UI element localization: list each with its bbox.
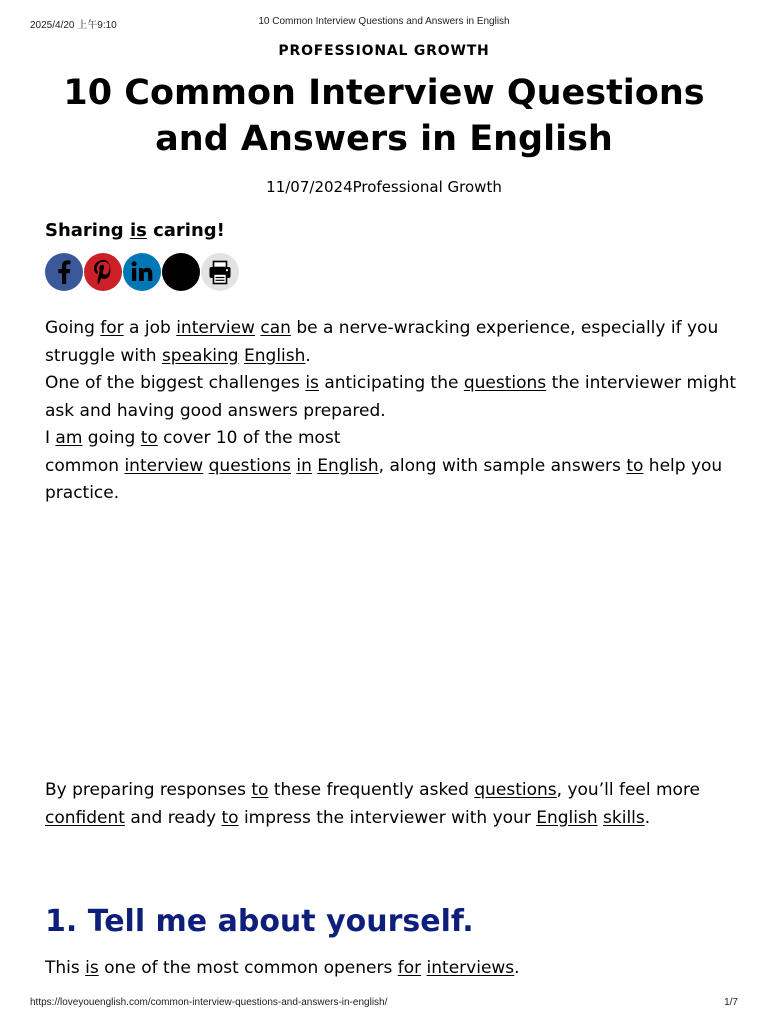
article-category[interactable]: PROFESSIONAL GROWTH (278, 43, 490, 59)
print-header (30, 16, 738, 32)
inline-link[interactable]: is (85, 958, 99, 978)
inline-link[interactable]: skills (603, 807, 645, 828)
inline-link[interactable]: to (140, 428, 158, 448)
text-segment: cover 10 of the most (157, 428, 341, 448)
linkedin-icon (123, 253, 161, 291)
text-segment: I (45, 428, 56, 448)
inline-link[interactable]: to (221, 807, 239, 828)
facebook-share-button[interactable] (45, 253, 83, 291)
share-heading-part: Sharing (45, 220, 130, 241)
article-date: 11/07/2024 (266, 178, 353, 196)
x-share-button[interactable] (162, 253, 200, 291)
inline-link[interactable]: for (397, 958, 422, 978)
text-segment: By preparing responses (45, 780, 252, 800)
inline-link[interactable]: questions (463, 373, 547, 393)
pinterest-share-button[interactable] (84, 253, 122, 291)
inline-link[interactable]: is (305, 373, 319, 393)
print-datetime: 2025/4/20 上午9:10 (30, 20, 117, 31)
preparing-paragraph (45, 777, 745, 832)
facebook-icon (45, 253, 83, 291)
text-segment: common (45, 455, 125, 476)
text-segment: Going (45, 318, 101, 338)
print-footer (30, 997, 738, 1013)
inline-link[interactable]: to (626, 455, 644, 476)
inline-link[interactable]: speaking (161, 345, 239, 366)
text-segment: be a nerve-wracking experience, especially if you struggle with (45, 318, 719, 366)
text-segment: One of the biggest challenges (45, 373, 306, 393)
text-segment: . (514, 958, 520, 978)
text-segment: going (82, 428, 141, 448)
inline-link[interactable]: English (536, 807, 598, 828)
text-segment: , along with sample answers (378, 455, 627, 476)
inline-link[interactable]: English (317, 455, 379, 476)
section-heading-1: 1. Tell me about yourself. (45, 904, 474, 939)
text-segment: these frequently asked (268, 780, 475, 800)
article-meta-category[interactable]: Professional Growth (352, 178, 502, 196)
print-url: https://loveyouenglish.com/common-interview-questions-and-answers-in-english/ (30, 997, 388, 1008)
article-meta (0, 178, 768, 196)
inline-link[interactable]: questions (474, 780, 557, 800)
text-segment: This (45, 958, 86, 978)
article-title: 10 Common Interview Questions and Answers in English (63, 73, 705, 159)
inline-link[interactable]: in (296, 455, 312, 476)
print-doc-title: 10 Common Interview Questions and Answers in English (258, 16, 510, 27)
inline-link[interactable]: am (55, 428, 83, 448)
text-segment: one of the most common openers (98, 958, 398, 978)
share-heading-part: caring! (146, 220, 225, 241)
inline-link[interactable]: interviews (426, 958, 515, 978)
text-segment: anticipating the (318, 373, 464, 393)
inline-link[interactable]: confident (45, 807, 125, 828)
share-heading-link[interactable]: is (129, 220, 147, 241)
inline-link[interactable]: English (244, 345, 306, 366)
text-segment: help you practice. (45, 455, 723, 503)
text-segment: the interviewer might ask and having good answers prepared. (45, 373, 737, 421)
section-1-paragraph (45, 955, 745, 983)
share-buttons (45, 253, 239, 291)
linkedin-share-button[interactable] (123, 253, 161, 291)
text-segment: impress the interviewer with your (238, 807, 537, 828)
text-segment: . (644, 807, 651, 828)
inline-link[interactable]: can (260, 318, 291, 338)
inline-link[interactable]: interview (176, 318, 255, 338)
x-icon (162, 253, 200, 291)
print-share-button[interactable] (201, 253, 239, 291)
print-icon (201, 253, 239, 291)
pinterest-icon (84, 253, 122, 291)
print-page-number: 1/7 (724, 997, 738, 1008)
share-heading (45, 220, 225, 241)
text-segment: a job (123, 318, 177, 338)
text-segment: and ready (124, 807, 222, 828)
intro-paragraph (45, 315, 745, 508)
inline-link[interactable]: questions (208, 455, 291, 476)
inline-link[interactable]: to (251, 780, 269, 800)
inline-link[interactable]: for (100, 318, 124, 338)
text-segment: , you’ll feel more (556, 780, 701, 800)
inline-link[interactable]: interview (124, 455, 204, 476)
text-segment: . (305, 345, 311, 366)
